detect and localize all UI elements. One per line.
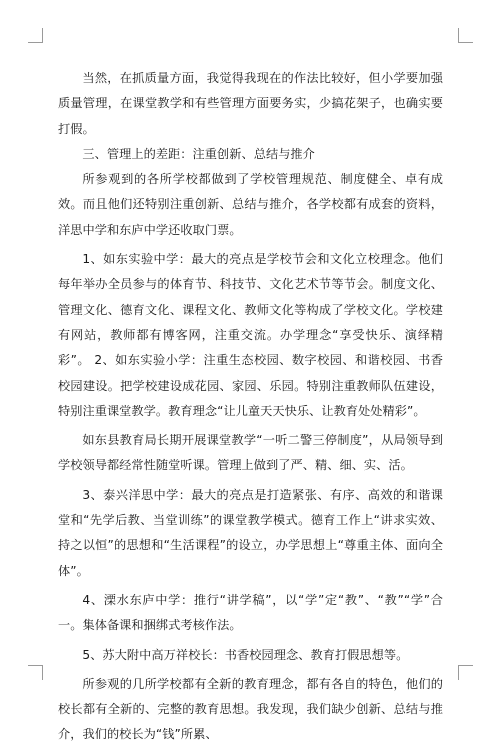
paragraph-conclusion: 所参观的几所学校都有全新的教育理念，都有各自的特色，他们的校长都有全新的、完整的教育思想。我发现，我们缺少创新、总结与推介，我们的校长为“钱”所累、	[58, 676, 443, 742]
paragraph-yangsi-school: 3、泰兴洋思中学：最大的亮点是打造紧张、有序、高效的和谐课堂和“先学后教、当堂训练”的课堂教学模式。德育工作上“讲求实效、持之以恒”的思想和“生活课程”的设立，办学思想上“尊重主体、面向全体”。	[58, 487, 443, 578]
crop-mark-bottom-left	[28, 665, 43, 680]
section-heading-management-gap: 三、管理上的差距：注重创新、总结与推介	[82, 146, 315, 161]
paragraph-visited-schools: 所参观到的各所学校都做到了学校管理规范、制度健全、卓有成效。而且他们还特别注重创新、总结与推介，各学校都有成套的资料，洋思中学和东庐中学还收取门票。	[58, 172, 443, 237]
paragraph-rudong-schools: 1、如东实验中学：最大的亮点是学校节会和文化立校理念。他们每年举办全员参与的体育节、科技节、文化艺术节等节会。制度文化、管理文化、德育文化、课程文化、教师文化等构成了学校文化。学校建有网站，教师都有博客网，注重交流。办学理念“享受快乐、演绎精彩”。 2、如东实验小学：注重生态校园、数字校园、和谐校园、书香校园建设。把学校建设成花园、家园、乐园。特别注重教师队伍建设，特别注重课堂教学。教育理念“让儿童天天快乐、让教育处处精彩”。	[58, 252, 443, 418]
paragraph-suda-principal: 5、苏大附中高万祥校长：书香校园理念、教育打假思想等。	[82, 647, 409, 662]
paragraph-quality-management: 当然，在抓质量方面，我觉得我现在的作法比较好，但小学要加强质量管理，在课堂教学和有些管理方面要务实，少搞花架子，也确实要打假。	[58, 71, 443, 136]
crop-mark-top-right	[458, 28, 473, 43]
paragraph-donglu-school: 4、溧水东庐中学：推行“讲学稿”，以“学”定“教”、“教”“学”合一。集体备课和捆绑式考核作法。	[58, 592, 443, 633]
crop-mark-bottom-right	[458, 665, 473, 680]
document-body	[58, 66, 443, 748]
crop-mark-top-left	[28, 28, 43, 43]
paragraph-rudong-bureau: 如东县教育局长期开展课堂教学“一听二警三停制度”，从局领导到学校领导都经常性随堂听课。管理上做到了严、精、细、实、活。	[58, 433, 443, 473]
